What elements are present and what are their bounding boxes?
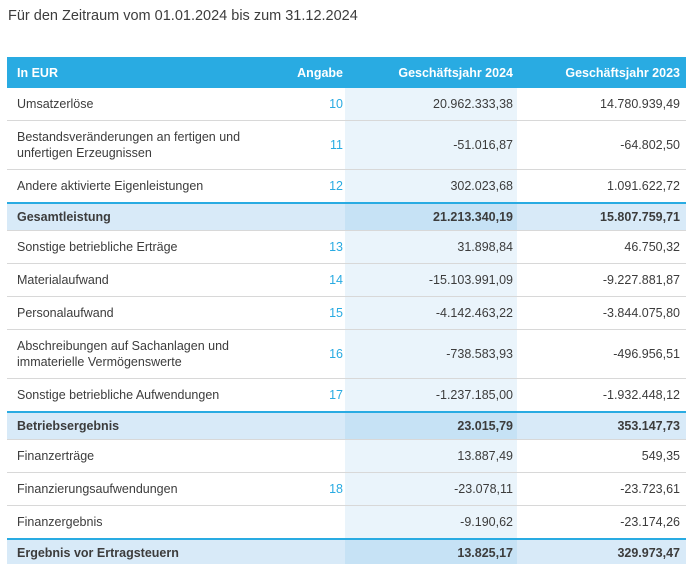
row-label: Betriebsergebnis — [7, 412, 287, 440]
row-label: Andere aktivierte Eigenleistungen — [7, 170, 287, 204]
row-label: Umsatzerlöse — [7, 88, 287, 121]
value-fy2023: -496.956,51 — [517, 330, 686, 379]
value-fy2023: 329.973,47 — [517, 539, 686, 564]
table-row — [7, 231, 686, 264]
value-fy2023: -3.844.075,80 — [517, 297, 686, 330]
row-label: Finanzergebnis — [7, 506, 287, 540]
total-row — [7, 203, 686, 231]
income-statement-page — [0, 8, 686, 564]
row-label: Ergebnis vor Ertragsteuern — [7, 539, 287, 564]
value-fy2024: -15.103.991,09 — [345, 264, 517, 297]
row-label: Finanzerträge — [7, 440, 287, 473]
value-fy2023: 15.807.759,71 — [517, 203, 686, 231]
value-fy2023: 353.147,73 — [517, 412, 686, 440]
value-fy2023: -64.802,50 — [517, 121, 686, 170]
row-label: Finanzierungsaufwendungen — [7, 473, 287, 506]
table-body — [7, 88, 686, 564]
value-fy2023: 46.750,32 — [517, 231, 686, 264]
table-row — [7, 297, 686, 330]
note-reference[interactable]: 11 — [287, 121, 345, 170]
note-reference[interactable]: 18 — [287, 473, 345, 506]
value-fy2023: -23.723,61 — [517, 473, 686, 506]
income-statement-table — [7, 57, 686, 564]
row-label: Abschreibungen auf Sachanlagen und immaterielle Vermögenswerte — [7, 330, 287, 379]
table-row — [7, 330, 686, 379]
value-fy2024: -1.237.185,00 — [345, 379, 517, 413]
col-header-fy2023: Geschäftsjahr 2023 — [517, 57, 686, 88]
value-fy2024: 31.898,84 — [345, 231, 517, 264]
row-label: Personalaufwand — [7, 297, 287, 330]
note-reference — [287, 412, 345, 440]
table-row — [7, 506, 686, 540]
value-fy2023: -9.227.881,87 — [517, 264, 686, 297]
table-row — [7, 170, 686, 204]
value-fy2024: -51.016,87 — [345, 121, 517, 170]
value-fy2024: 13.887,49 — [345, 440, 517, 473]
note-reference — [287, 203, 345, 231]
note-reference[interactable]: 17 — [287, 379, 345, 413]
note-reference[interactable]: 12 — [287, 170, 345, 204]
value-fy2024: 13.825,17 — [345, 539, 517, 564]
note-reference — [287, 539, 345, 564]
value-fy2024: 23.015,79 — [345, 412, 517, 440]
table-row — [7, 264, 686, 297]
table-row — [7, 121, 686, 170]
note-reference — [287, 506, 345, 540]
note-reference[interactable]: 16 — [287, 330, 345, 379]
value-fy2023: -23.174,26 — [517, 506, 686, 540]
table-row — [7, 88, 686, 121]
value-fy2023: 14.780.939,49 — [517, 88, 686, 121]
table-row — [7, 379, 686, 413]
value-fy2024: -9.190,62 — [345, 506, 517, 540]
value-fy2024: -738.583,93 — [345, 330, 517, 379]
total-row — [7, 412, 686, 440]
table-row — [7, 473, 686, 506]
total-row — [7, 539, 686, 564]
note-reference[interactable]: 13 — [287, 231, 345, 264]
value-fy2023: 1.091.622,72 — [517, 170, 686, 204]
table-header — [7, 57, 686, 88]
col-header-in-eur: In EUR — [7, 57, 287, 88]
value-fy2023: 549,35 — [517, 440, 686, 473]
value-fy2024: -23.078,11 — [345, 473, 517, 506]
row-label: Bestandsveränderungen an fertigen und unfertigen Erzeugnissen — [7, 121, 287, 170]
table-header-row — [7, 57, 686, 88]
row-label: Sonstige betriebliche Erträge — [7, 231, 287, 264]
row-label: Sonstige betriebliche Aufwendungen — [7, 379, 287, 413]
value-fy2024: -4.142.463,22 — [345, 297, 517, 330]
value-fy2024: 302.023,68 — [345, 170, 517, 204]
col-header-angabe: Angabe — [287, 57, 345, 88]
note-reference[interactable]: 15 — [287, 297, 345, 330]
report-period-title: Für den Zeitraum vom 01.01.2024 bis zum 31.12.2024 — [8, 8, 358, 24]
row-label: Materialaufwand — [7, 264, 287, 297]
table-row — [7, 440, 686, 473]
note-reference[interactable]: 14 — [287, 264, 345, 297]
row-label: Gesamtleistung — [7, 203, 287, 231]
value-fy2023: -1.932.448,12 — [517, 379, 686, 413]
note-reference[interactable]: 10 — [287, 88, 345, 121]
value-fy2024: 21.213.340,19 — [345, 203, 517, 231]
col-header-fy2024: Geschäftsjahr 2024 — [345, 57, 517, 88]
note-reference — [287, 440, 345, 473]
value-fy2024: 20.962.333,38 — [345, 88, 517, 121]
